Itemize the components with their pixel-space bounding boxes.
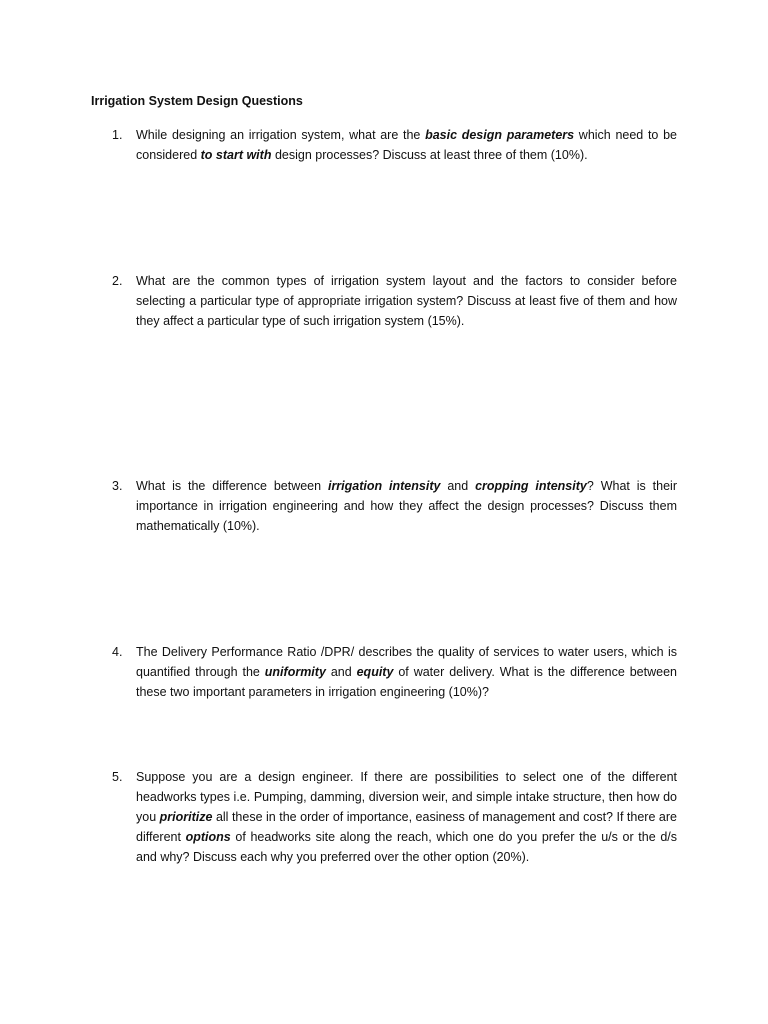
question-emphasis: options	[185, 830, 231, 844]
question-emphasis: basic design parameters	[425, 128, 575, 142]
question-emphasis: cropping intensity	[475, 479, 587, 493]
question-number: 4.	[112, 645, 123, 659]
question-text-segment: which need to be considered	[136, 128, 677, 162]
question-text-segment: all these in the order of importance, easiness of management and cost? If there are different	[136, 810, 677, 844]
question-text-segment: What are the common types of irrigation system layout and the factors to consider before selecting a particular type of appropriate irrigation system? Discuss at least five of them and how they affect a particular type of such irrigation system (15%).	[136, 274, 677, 328]
question-text	[136, 642, 677, 702]
question-text	[136, 125, 677, 165]
question-text-segment: While designing an irrigation system, what are the	[136, 128, 426, 142]
question-number: 3.	[112, 479, 123, 493]
question-text-segment: and	[325, 665, 357, 679]
document-title: Irrigation System Design Questions	[91, 94, 303, 108]
question-text-segment: of water delivery. What is the difference between these two important parameters in irrigation engineering (10%)?	[136, 665, 677, 699]
question-number: 5.	[112, 770, 123, 784]
question-text-segment: and	[440, 479, 476, 493]
question-item	[112, 767, 677, 867]
question-number: 2.	[112, 274, 123, 288]
question-text-segment: design processes? Discuss at least three of them (10%).	[271, 148, 588, 162]
question-emphasis: prioritize	[159, 810, 213, 824]
question-item	[112, 642, 677, 702]
question-text-segment: The Delivery Performance Ratio /DPR/ describes the quality of services to water users, which is quantified through the	[136, 645, 677, 679]
question-text-segment: ? What is their importance in irrigation engineering and how they affect the design processes? Discuss them mathematically (10%).	[136, 479, 677, 533]
question-text-segment: Suppose you are a design engineer. If there are possibilities to select one of the different headworks types i.e. Pumping, damming, diversion weir, and simple intake structure, then how do you	[136, 770, 677, 824]
question-item	[112, 125, 677, 165]
question-item	[112, 476, 677, 536]
question-emphasis: equity	[356, 665, 394, 679]
question-item	[112, 271, 677, 331]
question-text-segment: What is the difference between	[136, 479, 328, 493]
question-text	[136, 271, 677, 331]
question-emphasis: uniformity	[264, 665, 326, 679]
question-text	[136, 767, 677, 867]
question-text-segment: of headworks site along the reach, which one do you prefer the u/s or the d/s and why? Discuss each why you preferred over the other option (20%).	[136, 830, 677, 864]
question-number: 1.	[112, 128, 123, 142]
question-emphasis: to start with	[200, 148, 272, 162]
question-text	[136, 476, 677, 536]
question-emphasis: irrigation intensity	[327, 479, 441, 493]
